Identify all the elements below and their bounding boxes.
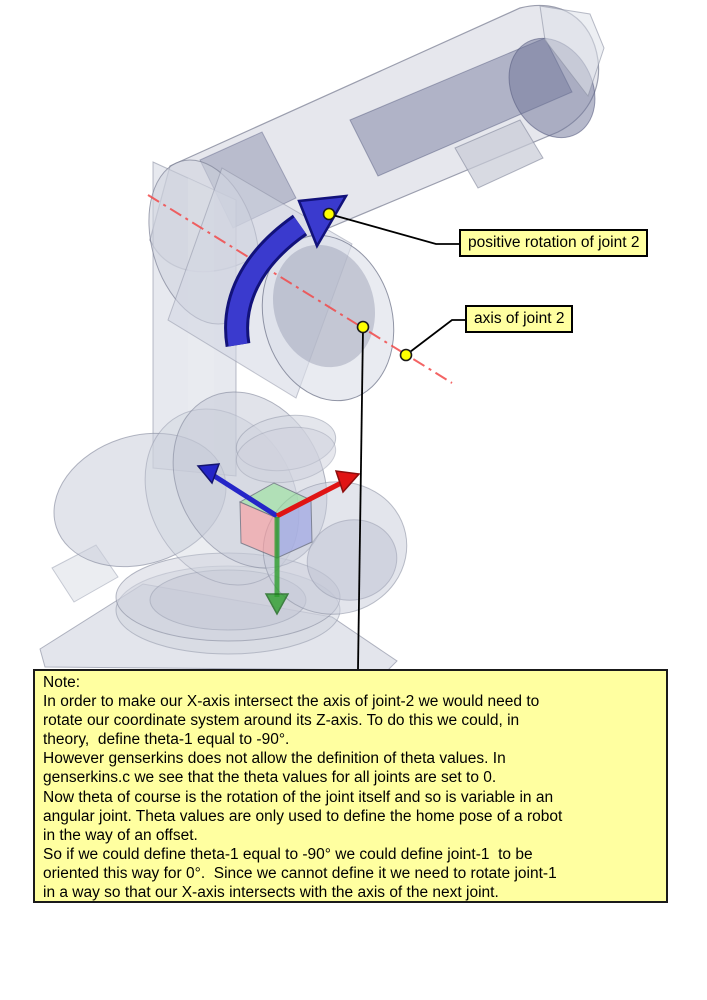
note-line: theory, define theta-1 equal to -90°.	[43, 731, 290, 749]
note-line: angular joint. Theta values are only used to define the home pose of a robot	[43, 807, 563, 825]
callout-axis-of-joint-label: axis of joint 2	[474, 310, 565, 327]
note-line: However genserkins does not allow the definition of theta values. In	[43, 750, 506, 768]
note-line: rotate our coordinate system around its Z-axis. To do this we could, in	[43, 712, 520, 730]
note-line: In order to make our X-axis intersect the axis of joint-2 we would need to	[43, 693, 540, 711]
note-line: in the way of an offset.	[43, 826, 198, 844]
note-title: Note:	[43, 674, 81, 691]
robot-arm-model	[37, 5, 612, 670]
note-line: oriented this way for 0°. Since we cannot define it we need to rotate joint-1	[43, 864, 557, 882]
note-line: in a way so that our X-axis intersects with the axis of the next joint.	[43, 884, 499, 902]
marker-dot-axis-1	[358, 322, 369, 333]
marker-dot-axis-2	[401, 350, 412, 361]
note-line: genserkins.c we see that the theta values for all joints are set to 0.	[43, 769, 497, 787]
note-line: Now theta of course is the rotation of the joint itself and so is variable in an	[43, 788, 554, 806]
callout-axis-of-joint	[465, 305, 573, 333]
callout-positive-rotation	[459, 229, 648, 257]
leader-axis-label	[406, 320, 466, 355]
callout-positive-rotation-label: positive rotation of joint 2	[468, 234, 640, 251]
note-line: So if we could define theta-1 equal to -90° we could define joint-1 to be	[43, 845, 533, 863]
marker-dot-rotation	[324, 209, 335, 220]
note-box	[33, 669, 668, 903]
